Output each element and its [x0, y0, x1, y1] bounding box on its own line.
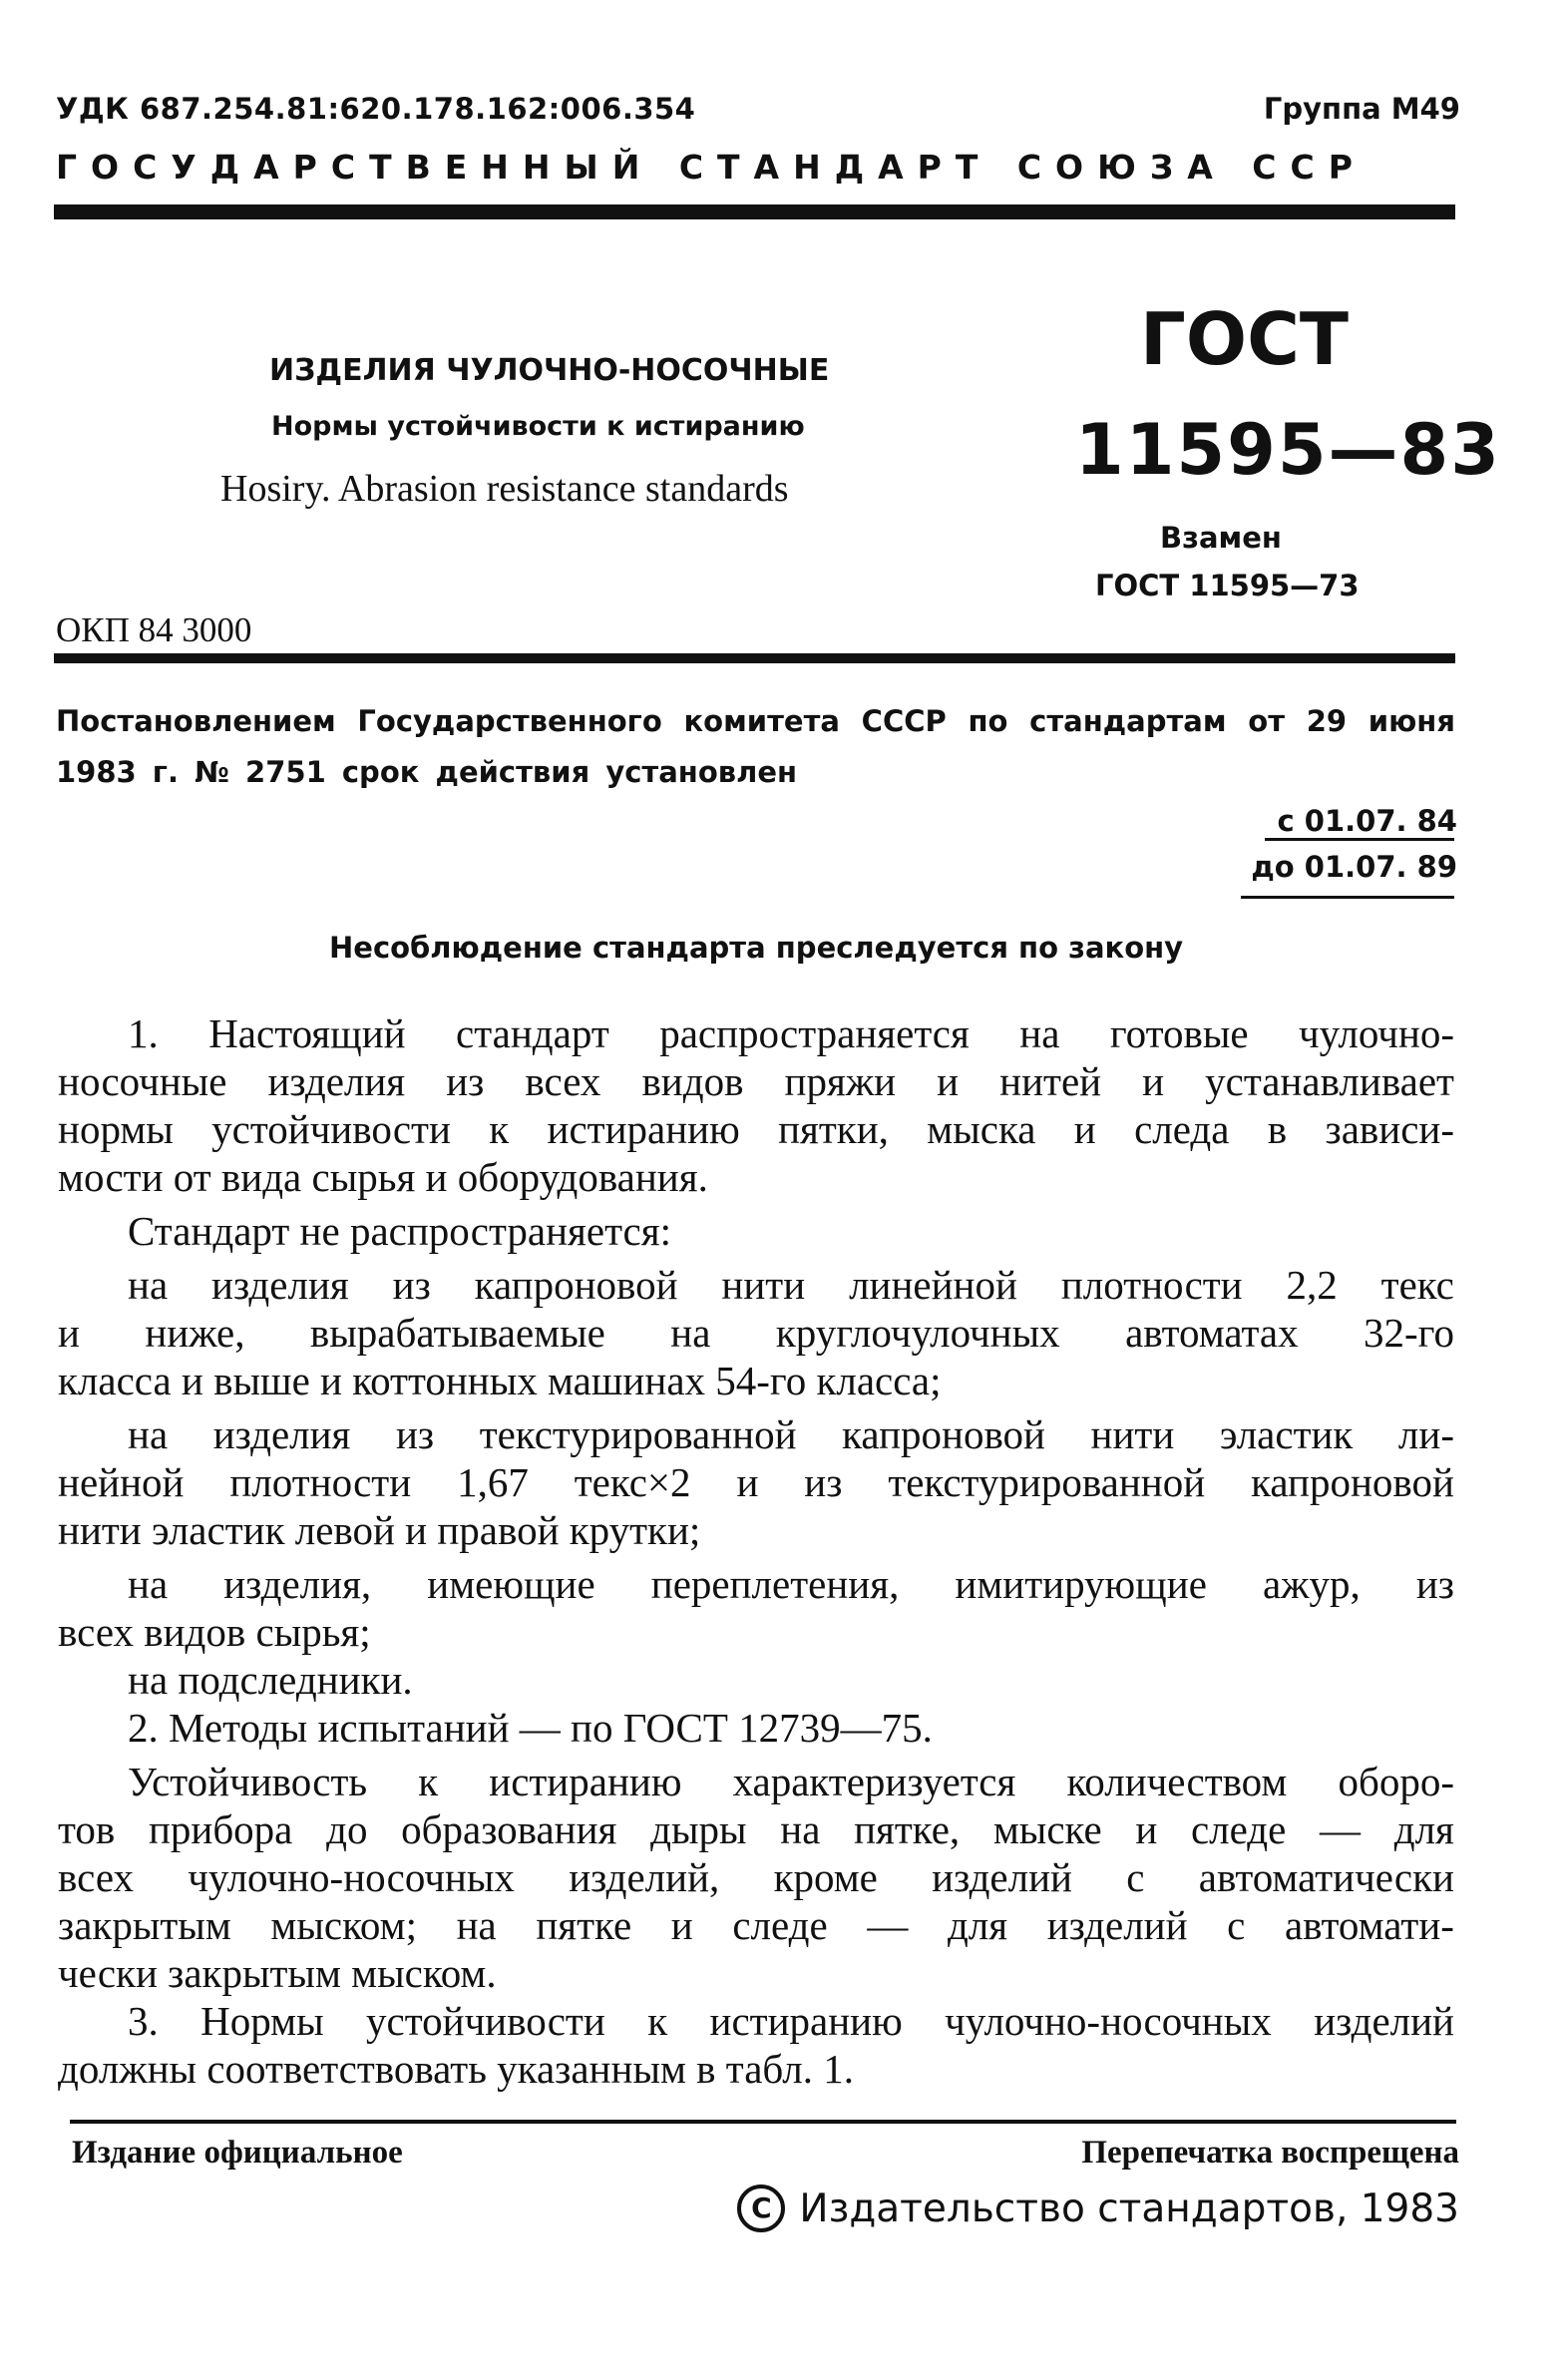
body-word: на: [128, 1411, 169, 1457]
body-word: из: [804, 1459, 843, 1505]
body-word: и: [1142, 1058, 1165, 1104]
body-word: из: [1415, 1561, 1454, 1607]
body-word: ажур,: [1262, 1561, 1361, 1607]
body-word: и: [58, 1310, 80, 1356]
decree-line-1: [56, 704, 1455, 738]
product-title: ИЗДЕЛИЯ ЧУЛОЧНО-НОСОЧНЫЕ: [269, 353, 830, 388]
body-word: тов: [58, 1806, 116, 1852]
body-word: капроновой: [1251, 1459, 1454, 1505]
body-line: [58, 1057, 1454, 1105]
body-word: изделия: [212, 1411, 351, 1457]
body-word: мыском;: [270, 1902, 417, 1948]
body-word: текстурированной: [888, 1459, 1206, 1505]
body-word: с: [1126, 1854, 1145, 1900]
body-word: на: [456, 1902, 497, 1948]
body-word: изделия: [267, 1058, 406, 1104]
body-word: на: [128, 1262, 169, 1308]
body-word: ниже,: [145, 1310, 245, 1356]
body-word: 1,67: [457, 1459, 529, 1505]
body-word: зависи-: [1325, 1106, 1454, 1152]
compliance-notice: Несоблюдение стандарта преследуется по закону: [329, 931, 1184, 965]
body-word: нити: [721, 1262, 806, 1308]
body-word: и: [1135, 1806, 1158, 1852]
body-word: 1.: [128, 1010, 159, 1056]
body-word: 2,2: [1286, 1262, 1338, 1308]
group-code: Группа М49: [1263, 92, 1460, 126]
publisher-name: Издательство стандартов, 1983: [799, 2185, 1459, 2231]
body-word: видов: [641, 1058, 744, 1104]
gost-number: 11595—83: [1075, 409, 1501, 491]
publisher-line: [737, 2184, 1459, 2232]
body-word: имеющие: [427, 1561, 595, 1607]
reprint-notice: Перепечатка воспрещена: [1081, 2135, 1459, 2171]
body-word: к: [647, 1998, 668, 2044]
body-line: [58, 1309, 1454, 1357]
body-word: устойчивости: [211, 1106, 451, 1152]
body-line: [58, 1105, 1454, 1153]
body-word: нитей: [999, 1058, 1102, 1104]
body-word: изделия: [211, 1262, 349, 1308]
date-rule: [1241, 896, 1454, 899]
decree-line-2: 1983 г. № 2751 срок действия установлен: [56, 755, 798, 789]
body-word: эластик: [1219, 1411, 1354, 1457]
body-word: 32-го: [1364, 1310, 1454, 1356]
body-word: переплетения,: [650, 1561, 900, 1607]
decree-word: комитета: [683, 704, 840, 738]
decree-word: Государственного: [357, 704, 662, 738]
body-word: распространяется: [659, 1010, 970, 1056]
body-word: стандарт: [456, 1010, 609, 1056]
body-word: из: [392, 1262, 431, 1308]
date-rule: [1265, 838, 1454, 841]
body-word: и: [1073, 1106, 1096, 1152]
body-word: пятки,: [778, 1106, 889, 1152]
body-word: линейной: [849, 1262, 1017, 1308]
body-line: 2. Методы испытаний — по ГОСТ 12739—75.: [128, 1705, 933, 1751]
replaces-label: Взамен: [1160, 521, 1282, 555]
body-word: текс×2: [574, 1459, 691, 1505]
body-line: [58, 1458, 1454, 1506]
body-word: Устойчивость: [128, 1759, 368, 1804]
body-word: к: [489, 1106, 510, 1152]
body-word: изделий: [1046, 1902, 1188, 1948]
body-word: в: [1267, 1106, 1288, 1152]
body-word: характеризуется: [732, 1759, 1016, 1804]
body-word: следе: [732, 1902, 828, 1948]
body-word: мыска: [927, 1106, 1036, 1152]
body-word: ли-: [1397, 1411, 1454, 1457]
body-word: текстурированной: [479, 1411, 797, 1457]
body-word: плотности: [229, 1459, 412, 1505]
body-word: с: [1227, 1902, 1246, 1948]
body-line: [58, 1261, 1454, 1309]
body-line: [58, 1997, 1454, 2045]
body-word: автоматах: [1125, 1310, 1299, 1356]
body-word: изделий: [1314, 1998, 1454, 2044]
body-word: Нормы: [200, 1998, 324, 2044]
gost-label: ГОСТ: [1140, 297, 1350, 381]
body-word: образования: [401, 1806, 617, 1852]
body-word: из: [395, 1411, 435, 1457]
decree-word: 29: [1306, 704, 1348, 738]
body-word: капроновой: [842, 1411, 1045, 1457]
body-word: изделий: [932, 1854, 1072, 1900]
body-line: всех видов сырья;: [58, 1609, 371, 1655]
body-line: [58, 1410, 1454, 1458]
body-word: —: [1320, 1806, 1362, 1852]
body-word: —: [867, 1902, 909, 1948]
body-text: [58, 1009, 1454, 2093]
body-word: на: [128, 1561, 169, 1607]
body-line: на подследники.: [128, 1657, 413, 1703]
body-line: [58, 1758, 1454, 1805]
body-line: [58, 1853, 1454, 1901]
body-word: нормы: [58, 1106, 174, 1152]
body-word: чулочно-носочных: [188, 1854, 515, 1900]
body-word: закрытым: [58, 1902, 231, 1948]
body-word: устойчивости: [366, 1998, 605, 2044]
body-word: прибора: [148, 1806, 293, 1852]
body-word: истиранию: [489, 1759, 682, 1804]
decree-word: от: [1248, 704, 1286, 738]
body-word: изделий,: [569, 1854, 720, 1900]
body-word: всех: [525, 1058, 601, 1104]
body-word: и: [736, 1459, 759, 1505]
product-subtitle: Нормы устойчивости к истиранию: [271, 411, 805, 442]
body-word: всех: [58, 1854, 134, 1900]
body-word: до: [326, 1806, 368, 1852]
body-word: мыске: [992, 1806, 1102, 1852]
body-word: пятке: [536, 1902, 632, 1948]
body-word: Настоящий: [208, 1010, 406, 1056]
body-word: капроновой: [474, 1262, 678, 1308]
body-line: [58, 1560, 1454, 1608]
body-word: на: [780, 1806, 821, 1852]
replaces-value: ГОСТ 11595—73: [1095, 569, 1360, 602]
body-word: истиранию: [709, 1998, 903, 2044]
body-word: автоматически: [1198, 1854, 1454, 1900]
decree-word: июня: [1368, 704, 1455, 738]
body-word: автомати-: [1284, 1902, 1454, 1948]
body-word: пряжи: [784, 1058, 897, 1104]
body-line: мости от вида сырья и оборудования.: [58, 1154, 708, 1200]
body-word: изделия,: [223, 1561, 372, 1607]
body-word: к: [418, 1759, 439, 1804]
body-word: нити: [1090, 1411, 1175, 1457]
body-word: следе: [1190, 1806, 1287, 1852]
footer-rule: [70, 2120, 1456, 2124]
body-word: устанавливает: [1205, 1058, 1454, 1104]
body-word: и: [937, 1058, 960, 1104]
body-word: на: [1019, 1010, 1060, 1056]
body-word: следа: [1134, 1106, 1230, 1152]
decree-word: Постановлением: [56, 704, 336, 738]
body-word: плотности: [1060, 1262, 1243, 1308]
validity-date-from: с 01.07. 84: [1277, 804, 1457, 838]
body-line: чески закрытым мыском.: [58, 1950, 497, 1996]
body-line: [58, 1009, 1454, 1057]
body-word: пятке,: [854, 1806, 961, 1852]
validity-date-to: до 01.07. 89: [1251, 850, 1457, 884]
body-word: для: [947, 1902, 1008, 1948]
body-word: истиранию: [547, 1106, 740, 1152]
body-word: дыры: [650, 1806, 747, 1852]
body-word: текс: [1380, 1262, 1454, 1308]
body-word: 3.: [128, 1998, 159, 2044]
body-word: нейной: [58, 1459, 185, 1505]
body-word: кроме: [773, 1854, 878, 1900]
body-word: круглочулочных: [775, 1310, 1060, 1356]
decree-word: по: [968, 704, 1008, 738]
body-line: Стандарт не распространяется:: [128, 1208, 671, 1254]
body-line: [58, 1901, 1454, 1949]
body-word: носочные: [58, 1058, 227, 1104]
header-rule: [54, 204, 1455, 219]
body-word: вырабатываемые: [309, 1310, 605, 1356]
okp-code: ОКП 84 3000: [56, 610, 252, 649]
state-standard-title: ГОСУДАРСТВЕННЫЙ СТАНДАРТ СОЮЗА ССР: [56, 148, 1367, 187]
product-english-title: Hosiry. Abrasion resistance standards: [220, 468, 789, 510]
edition-label: Издание официальное: [72, 2135, 403, 2171]
body-word: чулочно-носочных: [945, 1998, 1272, 2044]
body-word: на: [670, 1310, 711, 1356]
body-word: из: [446, 1058, 485, 1104]
body-word: чулочно-: [1299, 1010, 1454, 1056]
decree-word: СССР: [861, 704, 947, 738]
body-line: [58, 1805, 1454, 1853]
decree-word: стандартам: [1029, 704, 1227, 738]
body-word: для: [1393, 1806, 1454, 1852]
body-line: класса и выше и коттонных машинах 54-го класса;: [58, 1358, 942, 1403]
body-word: готовые: [1109, 1010, 1249, 1056]
body-word: количеством: [1066, 1759, 1288, 1804]
copyright-icon: C: [737, 2184, 785, 2232]
body-word: оборо-: [1338, 1759, 1454, 1804]
body-word: и: [670, 1902, 693, 1948]
body-line: должны соответствовать указанным в табл. 1.: [58, 2046, 854, 2092]
body-line: нити эластик левой и правой крутки;: [58, 1507, 701, 1553]
udk-code: УДК 687.254.81:620.178.162:006.354: [56, 92, 696, 126]
section-rule: [54, 653, 1455, 663]
body-word: имитирующие: [955, 1561, 1207, 1607]
